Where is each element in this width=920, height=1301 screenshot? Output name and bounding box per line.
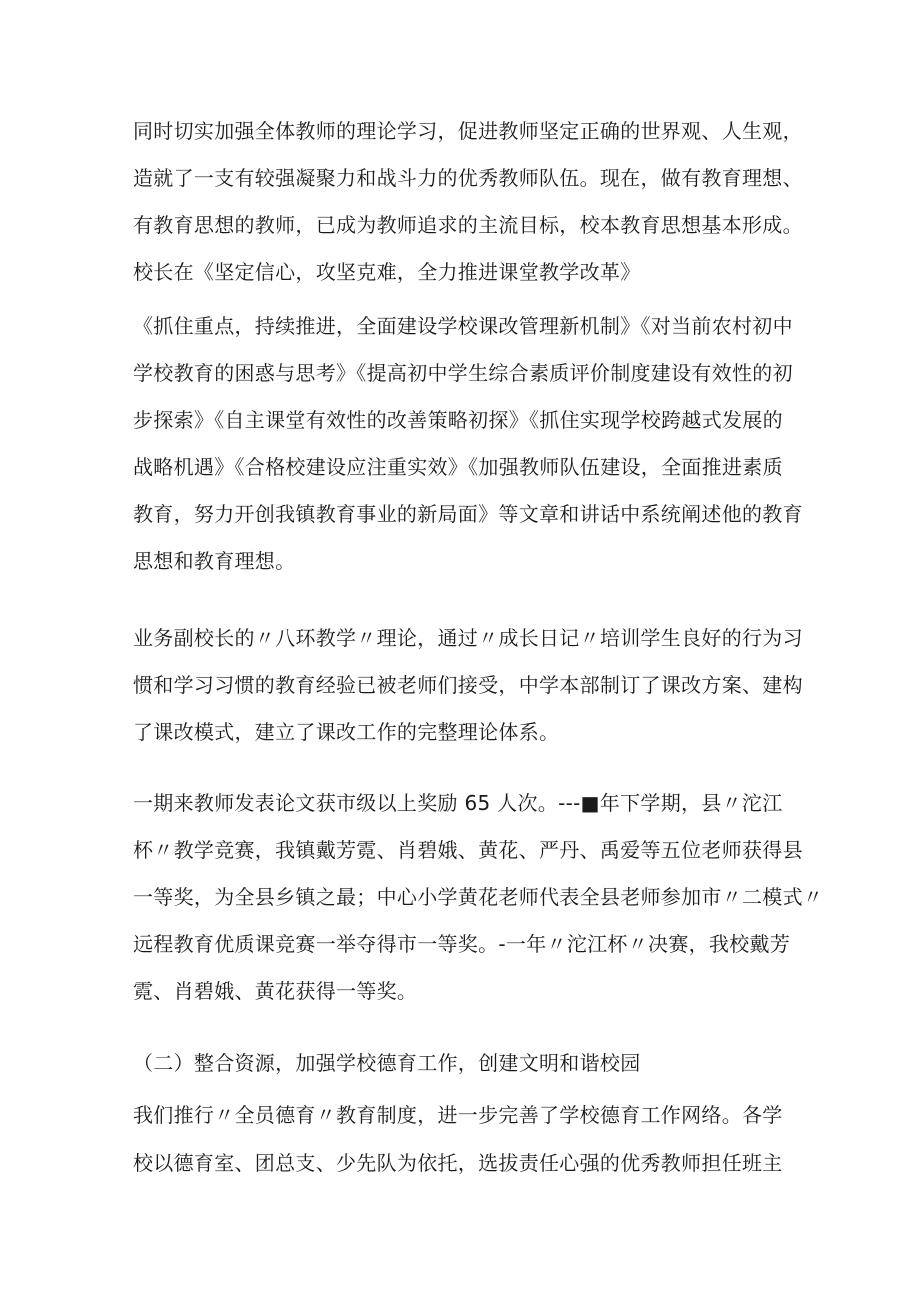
text-line: 杯〃教学竞赛，我镇戴芳霓、肖碧娥、黄花、严丹、禹爱等五位老师获得县 [133,838,803,862]
text-line: 了课改模式，建立了课改工作的完整理论体系。 [133,720,560,744]
text-line: 步探索》《自主课堂有效性的改善策略初探》《抓住实现学校跨越式发展的 [133,408,783,432]
text-line: 战略机遇》《合格校建设应注重实效》《加强教师队伍建设，全面推进素质 [133,455,783,479]
section-heading: （二）整合资源，加强学校德育工作，创建文明和谐校园 [133,1051,641,1075]
text-line: 远程教育优质课竞赛一举夺得市一等奖。-一年〃沱江杯〃决赛，我校戴芳 [133,932,791,956]
text-line: 思想和教育理想。 [133,549,296,573]
text-line: 有教育思想的教师，已成为教师追求的主流目标，校本教育思想基本形成。 [133,213,803,237]
text-line: 霓、肖碧娥、黄花获得一等奖。 [133,979,418,1003]
text-line: 我们推行〃全员德育〃教育制度，进一步完善了学校德育工作网络。各学 [133,1103,783,1127]
text-line: 校以德育室、团总支、少先队为依托，选拔责任心强的优秀教师担任班主 [133,1151,783,1175]
text-line: 《抓住重点，持续推进，全面建设学校课改管理新机制》《对当前农村初中 [133,314,793,338]
text-line: 惯和学习习惯的教育经验已被老师们接受，中学本部制订了课改方案、建构 [133,673,803,697]
text-line: 同时切实加强全体教师的理论学习，促进教师坚定正确的世界观、人生观， [133,119,803,143]
text-line: 业务副校长的〃八环教学〃理论，通过〃成长日记〃培训学生良好的行为习 [133,626,803,650]
text-line: 一期来教师发表论文获市级以上奖励 65 人次。---■年下学期，县〃沱江 [133,791,783,815]
text-line: 教育，努力开创我镇教育事业的新局面》等文章和讲话中系统阐述他的教育 [133,502,803,526]
text-line: 造就了一支有较强凝聚力和战斗力的优秀教师队伍。现在，做有教育理想、 [133,166,803,190]
text-line: 一等奖，为全县乡镇之最；中心小学黄花老师代表全县老师参加市〃二模式〃 [133,885,824,909]
text-line: 校长在《坚定信心，攻坚克难，全力推进课堂教学改革》 [133,260,641,284]
text-line: 学校教育的困惑与思考》《提高初中学生综合素质评价制度建设有效性的初 [133,361,793,385]
